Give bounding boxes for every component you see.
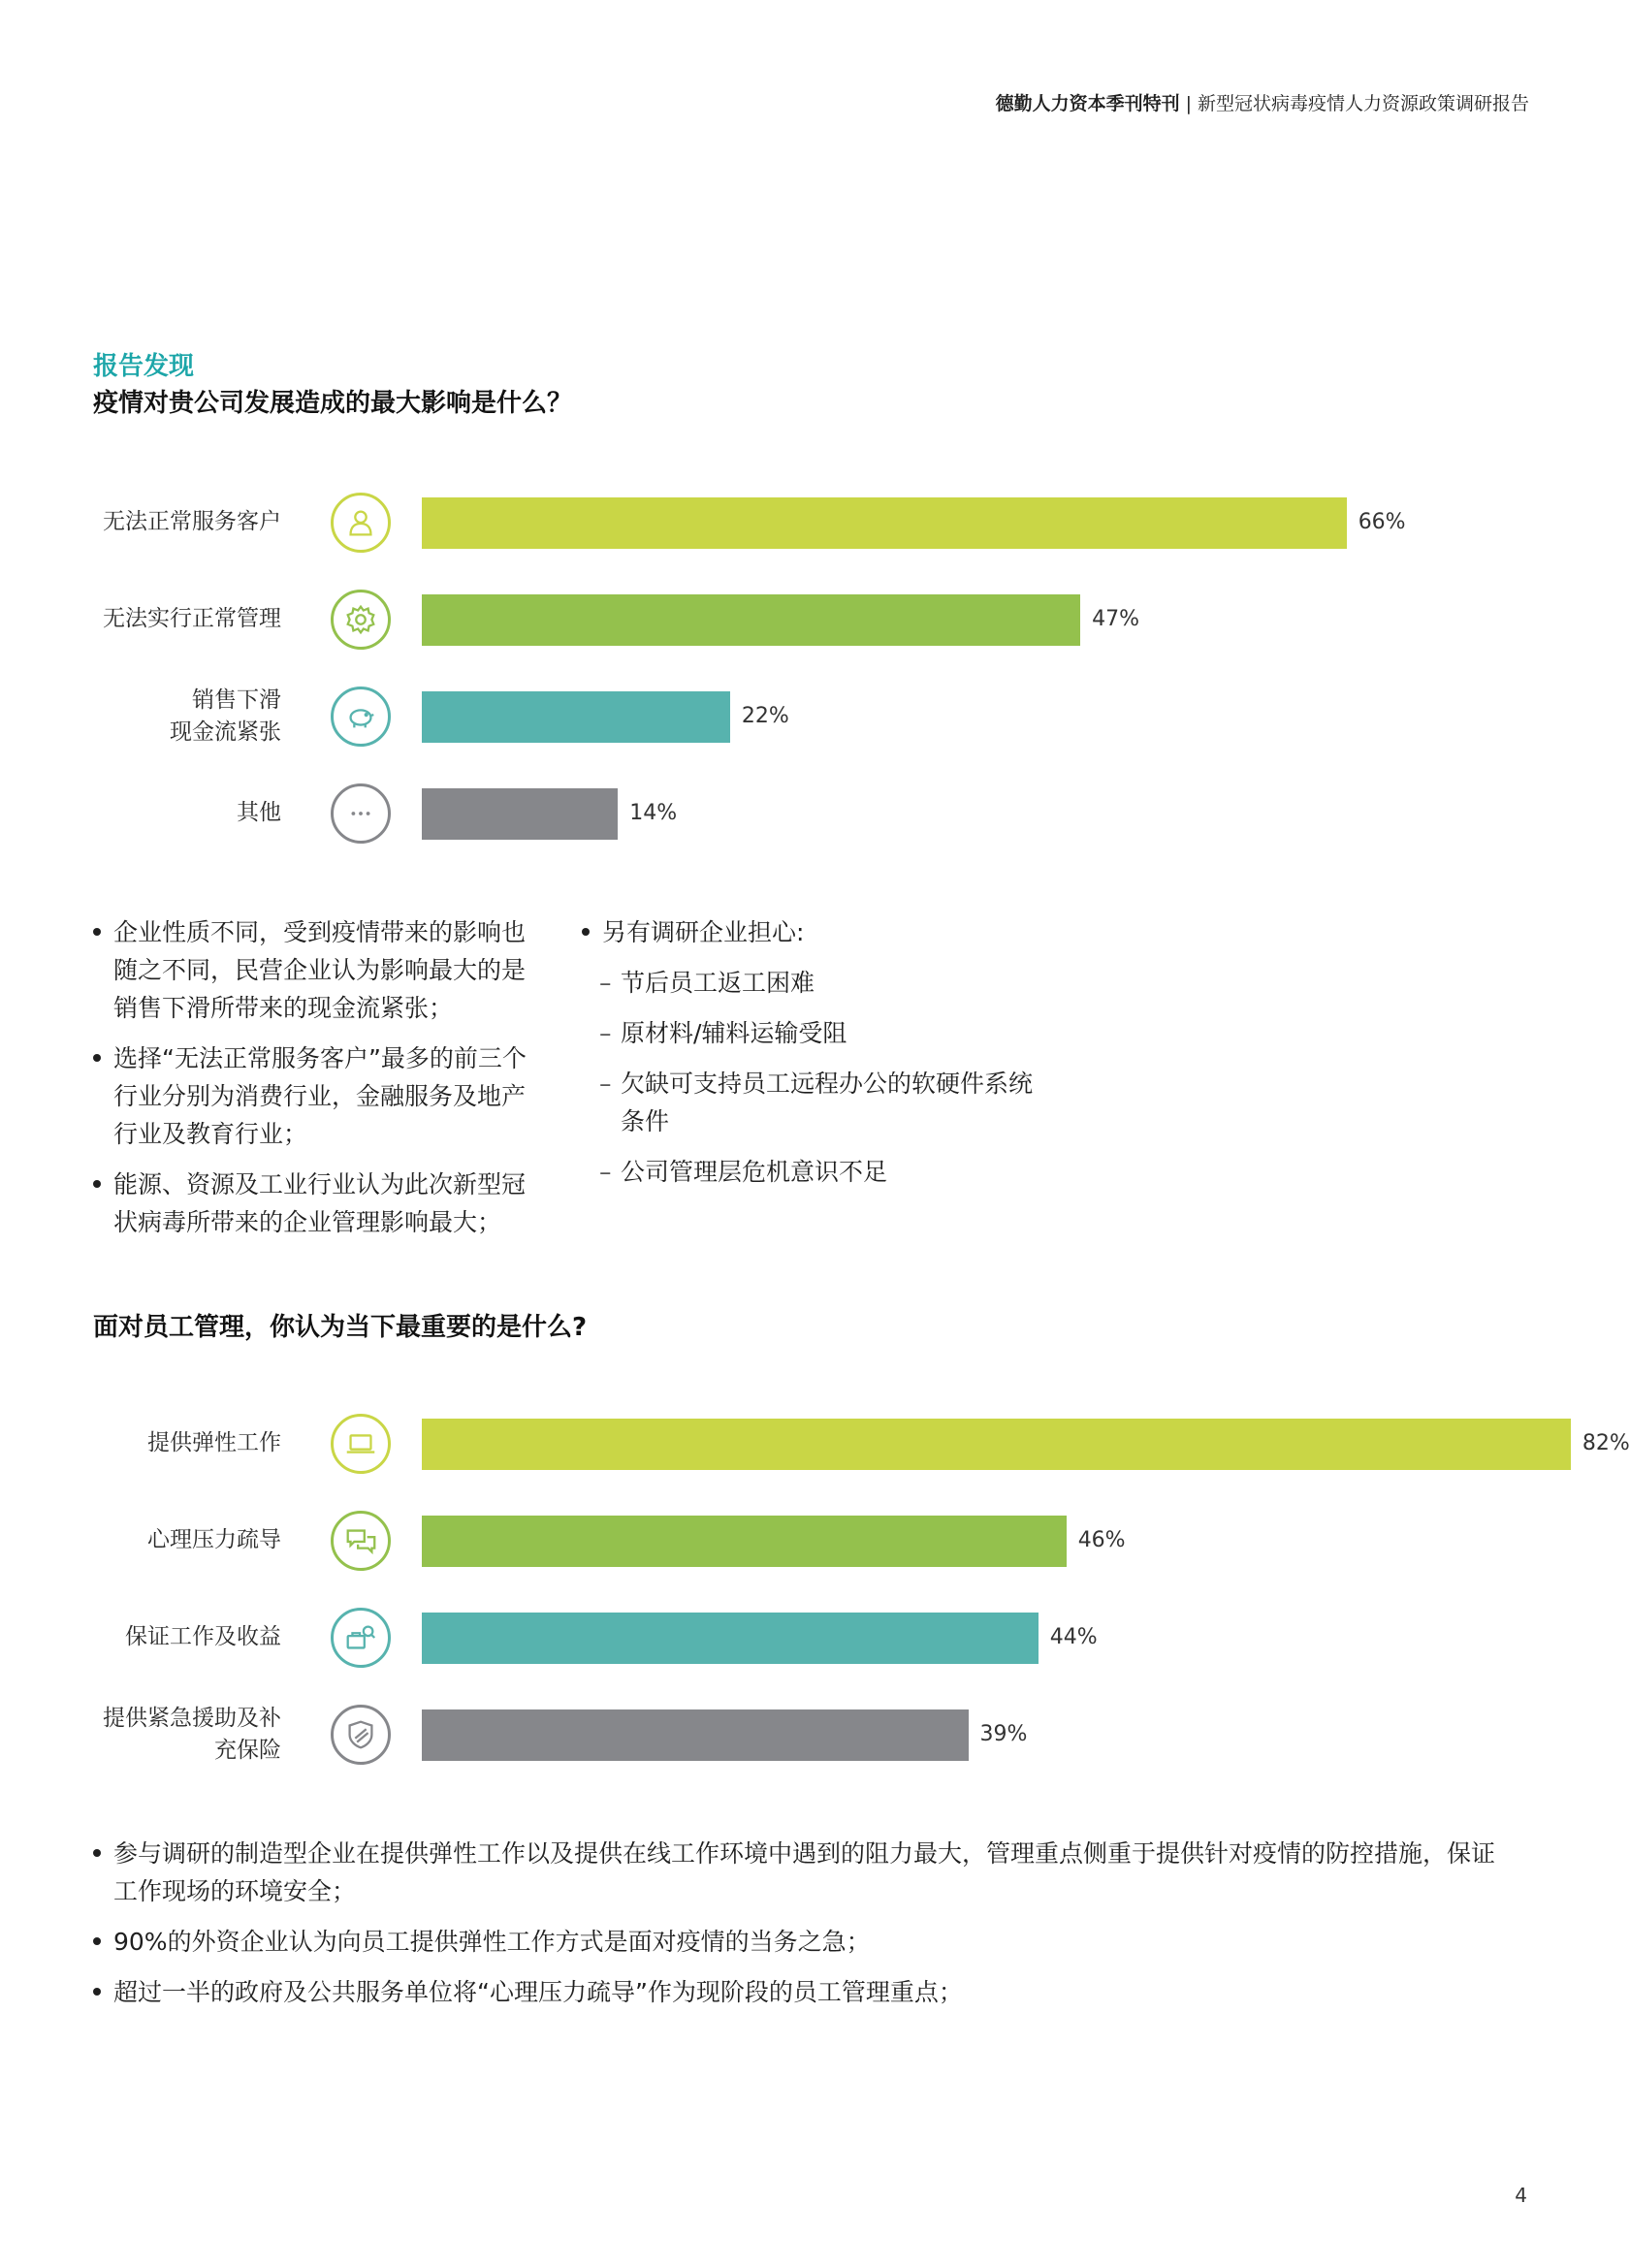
bar-label: 无法正常服务客户 [103,509,281,534]
findings-left-list [93,913,539,1254]
concern-item: – 原材料/辅料运输受阻 [582,1014,1038,1052]
bar-rect [422,1419,1571,1470]
bar-label: 无法实行正常管理 [103,606,281,631]
person-icon [331,493,391,553]
bar-label-line: 提供紧急援助及补 [103,1706,281,1731]
section-label: 报告发现 [93,352,195,381]
bar-value-label: 46% [1077,1528,1126,1552]
bar-label: 提供弹性工作 [147,1430,281,1455]
shield-icon [331,1705,391,1765]
bar-label-line: 销售下滑 [192,687,281,713]
bar-rect [422,497,1347,549]
more-icon [331,783,391,844]
bar-value-label: 47% [1092,607,1140,631]
bar-value-label: 14% [629,801,678,825]
bar-value-label: 82% [1582,1431,1630,1455]
question-2-title: 面对员工管理，你认为当下最重要的是什么? [93,1313,588,1342]
laptop-icon [331,1414,391,1474]
concern-item: – 欠缺可支持员工远程办公的软硬件系统条件 [582,1065,1038,1140]
briefcase-search-icon [331,1608,391,1668]
bar-value-label: 39% [979,1722,1028,1746]
bar-rect [422,1613,1039,1664]
gear-icon [331,590,391,650]
finding-item: 90%的外资企业认为向员工提供弹性工作方式是面对疫情的当务之急； [93,1923,1509,1961]
bar-label [10,1703,281,1767]
finding-intro: 另有调研企业担心: [582,913,1038,951]
finding-item: 超过一半的政府及公共服务单位将“心理压力疏导”作为现阶段的员工管理重点； [93,1973,1509,2011]
piggy-bank-icon [331,687,391,747]
header-separator: | [1185,93,1192,114]
bar-label: 其他 [237,800,281,825]
publication-name: 德勤人力资本季刊特刊 [995,93,1180,114]
bar-label: 保证工作及收益 [125,1624,281,1649]
findings-q2-list [93,1835,1509,2024]
bar-rect [422,594,1080,646]
page-number: 4 [1515,2184,1527,2207]
bar-value-label: 44% [1049,1625,1098,1649]
finding-item: 参与调研的制造型企业在提供弹性工作以及提供在线工作环境中遇到的阻力最大，管理重点侧重于提供针对疫情的防控措施，保证工作现场的环境安全； [93,1835,1509,1910]
bar-label-line: 充保险 [214,1738,281,1763]
page-header [996,89,1529,115]
bar-value-label: 66% [1358,510,1406,534]
bar-label: 心理压力疏导 [147,1527,281,1552]
bar-rect [422,1516,1067,1567]
bar-label [10,685,281,749]
findings-right-list [582,913,1038,1203]
concern-item: – 公司管理层危机意识不足 [582,1153,1038,1191]
finding-item: 选择“无法正常服务客户”最多的前三个行业分别为消费行业，金融服务及地产行业及教育行业； [93,1039,539,1153]
bar-value-label: 22% [741,704,789,728]
concern-item: – 节后员工返工困难 [582,964,1038,1002]
report-title: 新型冠状病毒疫情人力资源政策调研报告 [1197,93,1529,114]
bar-rect [422,691,730,743]
bar-rect [422,1709,969,1761]
chat-icon [331,1511,391,1571]
finding-item: 企业性质不同，受到疫情带来的影响也随之不同，民营企业认为影响最大的是销售下滑所带来的现金流紧张； [93,913,539,1027]
bar-label-line: 现金流紧张 [170,719,281,745]
bar-rect [422,788,618,840]
finding-item: 能源、资源及工业行业认为此次新型冠状病毒所带来的企业管理影响最大； [93,1166,539,1241]
question-1-title: 疫情对贵公司发展造成的最大影响是什么？ [93,389,573,418]
